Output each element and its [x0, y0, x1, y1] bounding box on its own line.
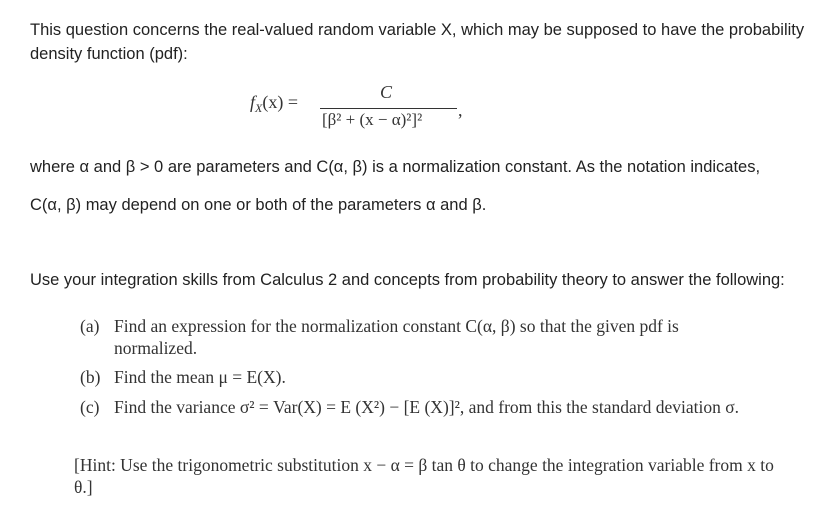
part-b-text: Find the mean μ = E(X). [114, 367, 286, 387]
part-c-text: Find the variance σ² = Var(X) = E (X²) − [E (X)]², and from this the standard deviation σ. [114, 397, 740, 417]
formula-comma: , [458, 100, 463, 120]
part-a-label: (a) [80, 316, 100, 336]
formula-lhs-f: f [250, 92, 256, 112]
parameters-line-1: where α and β > 0 are parameters and C(α, β) is a normalization constant. As the notation indicates, [30, 158, 761, 176]
part-c [80, 396, 760, 418]
formula-lhs [250, 92, 298, 113]
pdf-formula [250, 78, 480, 138]
parameters-line-2: C(α, β) may depend on one or both of the parameters α and β. [30, 196, 487, 214]
formula-denominator: [β² + (x − α)²]² [322, 110, 423, 129]
task-instruction: Use your integration skills from Calculus 2 and concepts from probability theory to answer the following: [30, 271, 785, 289]
hint-paragraph: [Hint: Use the trigonometric substitution x − α = β tan θ to change the integration variable from x to θ.] [74, 455, 774, 497]
part-b [80, 366, 760, 388]
parameters-paragraph [30, 155, 820, 231]
formula-numerator: C [380, 82, 393, 102]
part-b-label: (b) [80, 367, 101, 387]
formula-lhs-subscript: X [255, 101, 263, 115]
intro-paragraph: This question concerns the real-valued random variable X, which may be supposed to have the probability density function (pdf): [30, 21, 805, 63]
formula-lhs-argument: (x) = [262, 92, 298, 112]
fraction-bar [320, 108, 457, 109]
part-a [80, 315, 760, 359]
part-a-text: Find an expression for the normalization constant C(α, β) so that the given pdf is normalized. [114, 316, 679, 358]
part-c-label: (c) [80, 397, 100, 417]
